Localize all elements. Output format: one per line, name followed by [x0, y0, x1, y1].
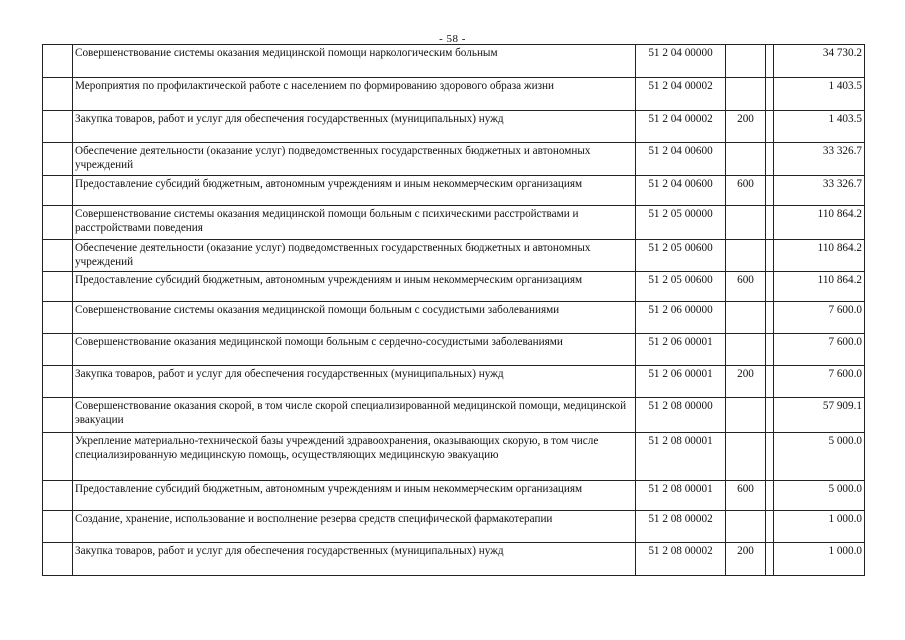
spacer-cell — [766, 206, 774, 240]
expense-type-cell — [726, 511, 766, 543]
amount-cell: 110 864.2 — [774, 206, 865, 240]
table-row — [43, 206, 865, 240]
target-code-cell: 51 2 04 00000 — [636, 45, 726, 78]
target-code-cell: 51 2 04 00002 — [636, 111, 726, 143]
spacer-cell — [766, 366, 774, 398]
table-row — [43, 272, 865, 302]
row-index-cell — [43, 302, 73, 334]
target-code-cell: 51 2 08 00002 — [636, 543, 726, 576]
item-name-cell: Закупка товаров, работ и услуг для обеспечения государственных (муниципальных) нужд — [73, 366, 636, 398]
spacer-cell — [766, 302, 774, 334]
target-code-cell: 51 2 04 00002 — [636, 78, 726, 111]
target-code-cell: 51 2 08 00002 — [636, 511, 726, 543]
expense-type-cell: 600 — [726, 176, 766, 206]
target-code-cell: 51 2 04 00600 — [636, 176, 726, 206]
target-code-cell: 51 2 08 00001 — [636, 481, 726, 511]
target-code-cell: 51 2 06 00000 — [636, 302, 726, 334]
spacer-cell — [766, 176, 774, 206]
amount-cell: 110 864.2 — [774, 240, 865, 272]
spacer-cell — [766, 45, 774, 78]
table-row — [43, 78, 865, 111]
target-code-cell: 51 2 06 00001 — [636, 334, 726, 366]
amount-cell: 7 600.0 — [774, 302, 865, 334]
amount-cell: 1 000.0 — [774, 543, 865, 576]
expense-type-cell — [726, 334, 766, 366]
amount-cell: 1 000.0 — [774, 511, 865, 543]
item-name-cell: Предоставление субсидий бюджетным, автономным учреждениям и иным некоммерческим организациям — [73, 481, 636, 511]
row-index-cell — [43, 143, 73, 176]
table-row — [43, 398, 865, 433]
item-name-cell: Предоставление субсидий бюджетным, автономным учреждениям и иным некоммерческим организациям — [73, 272, 636, 302]
target-code-cell: 51 2 05 00600 — [636, 240, 726, 272]
expense-type-cell — [726, 433, 766, 481]
table-row — [43, 366, 865, 398]
spacer-cell — [766, 543, 774, 576]
budget-table-body — [43, 45, 865, 576]
expense-type-cell: 600 — [726, 481, 766, 511]
expense-type-cell — [726, 302, 766, 334]
amount-cell: 7 600.0 — [774, 366, 865, 398]
budget-table — [42, 44, 865, 576]
table-row — [43, 511, 865, 543]
item-name-cell: Укрепление материально-технической базы учреждений здравоохранения, оказывающих скорую, в том числе специализированную медицинскую помощь, осуществляющих медицинскую эвакуацию — [73, 433, 636, 481]
expense-type-cell — [726, 398, 766, 433]
amount-cell: 5 000.0 — [774, 481, 865, 511]
expense-type-cell — [726, 45, 766, 78]
amount-cell: 110 864.2 — [774, 272, 865, 302]
expense-type-cell — [726, 143, 766, 176]
target-code-cell: 51 2 04 00600 — [636, 143, 726, 176]
amount-cell: 7 600.0 — [774, 334, 865, 366]
item-name-cell: Обеспечение деятельности (оказание услуг) подведомственных государственных бюджетных и автономных учреждений — [73, 240, 636, 272]
table-row — [43, 302, 865, 334]
row-index-cell — [43, 272, 73, 302]
expense-type-cell: 200 — [726, 543, 766, 576]
table-row — [43, 240, 865, 272]
table-row — [43, 543, 865, 576]
target-code-cell: 51 2 05 00000 — [636, 206, 726, 240]
row-index-cell — [43, 176, 73, 206]
item-name-cell: Мероприятия по профилактической работе с населением по формированию здорового образа жизни — [73, 78, 636, 111]
row-index-cell — [43, 240, 73, 272]
item-name-cell: Совершенствование оказания скорой, в том числе скорой специализированной медицинской помощи, медицинской эвакуации — [73, 398, 636, 433]
item-name-cell: Совершенствование системы оказания медицинской помощи наркологическим больным — [73, 45, 636, 78]
page-number: - 58 - — [439, 33, 466, 45]
table-row — [43, 433, 865, 481]
table-row — [43, 111, 865, 143]
spacer-cell — [766, 334, 774, 366]
amount-cell: 34 730.2 — [774, 45, 865, 78]
table-row — [43, 176, 865, 206]
item-name-cell: Создание, хранение, использование и восполнение резерва средств специфической фармакотерапии — [73, 511, 636, 543]
row-index-cell — [43, 511, 73, 543]
item-name-cell: Закупка товаров, работ и услуг для обеспечения государственных (муниципальных) нужд — [73, 543, 636, 576]
expense-type-cell: 600 — [726, 272, 766, 302]
expense-type-cell — [726, 206, 766, 240]
spacer-cell — [766, 143, 774, 176]
table-row — [43, 481, 865, 511]
spacer-cell — [766, 433, 774, 481]
table-row — [43, 334, 865, 366]
amount-cell: 57 909.1 — [774, 398, 865, 433]
expense-type-cell — [726, 240, 766, 272]
expense-type-cell: 200 — [726, 111, 766, 143]
target-code-cell: 51 2 08 00001 — [636, 433, 726, 481]
spacer-cell — [766, 78, 774, 111]
row-index-cell — [43, 366, 73, 398]
row-index-cell — [43, 481, 73, 511]
item-name-cell: Совершенствование системы оказания медицинской помощи больным с психическими расстройствами и расстройствами поведения — [73, 206, 636, 240]
row-index-cell — [43, 45, 73, 78]
target-code-cell: 51 2 06 00001 — [636, 366, 726, 398]
amount-cell: 1 403.5 — [774, 111, 865, 143]
item-name-cell: Обеспечение деятельности (оказание услуг) подведомственных государственных бюджетных и автономных учреждений — [73, 143, 636, 176]
row-index-cell — [43, 543, 73, 576]
amount-cell: 33 326.7 — [774, 176, 865, 206]
spacer-cell — [766, 111, 774, 143]
row-index-cell — [43, 206, 73, 240]
row-index-cell — [43, 334, 73, 366]
expense-type-cell — [726, 78, 766, 111]
spacer-cell — [766, 511, 774, 543]
amount-cell: 33 326.7 — [774, 143, 865, 176]
item-name-cell: Предоставление субсидий бюджетным, автономным учреждениям и иным некоммерческим организациям — [73, 176, 636, 206]
spacer-cell — [766, 240, 774, 272]
amount-cell: 1 403.5 — [774, 78, 865, 111]
spacer-cell — [766, 481, 774, 511]
row-index-cell — [43, 78, 73, 111]
item-name-cell: Совершенствование системы оказания медицинской помощи больным с сосудистыми заболеваниями — [73, 302, 636, 334]
item-name-cell: Закупка товаров, работ и услуг для обеспечения государственных (муниципальных) нужд — [73, 111, 636, 143]
row-index-cell — [43, 398, 73, 433]
row-index-cell — [43, 111, 73, 143]
target-code-cell: 51 2 08 00000 — [636, 398, 726, 433]
expense-type-cell: 200 — [726, 366, 766, 398]
target-code-cell: 51 2 05 00600 — [636, 272, 726, 302]
row-index-cell — [43, 433, 73, 481]
table-row — [43, 45, 865, 78]
amount-cell: 5 000.0 — [774, 433, 865, 481]
item-name-cell: Совершенствование оказания медицинской помощи больным с сердечно-сосудистыми заболеваниями — [73, 334, 636, 366]
spacer-cell — [766, 272, 774, 302]
spacer-cell — [766, 398, 774, 433]
table-row — [43, 143, 865, 176]
